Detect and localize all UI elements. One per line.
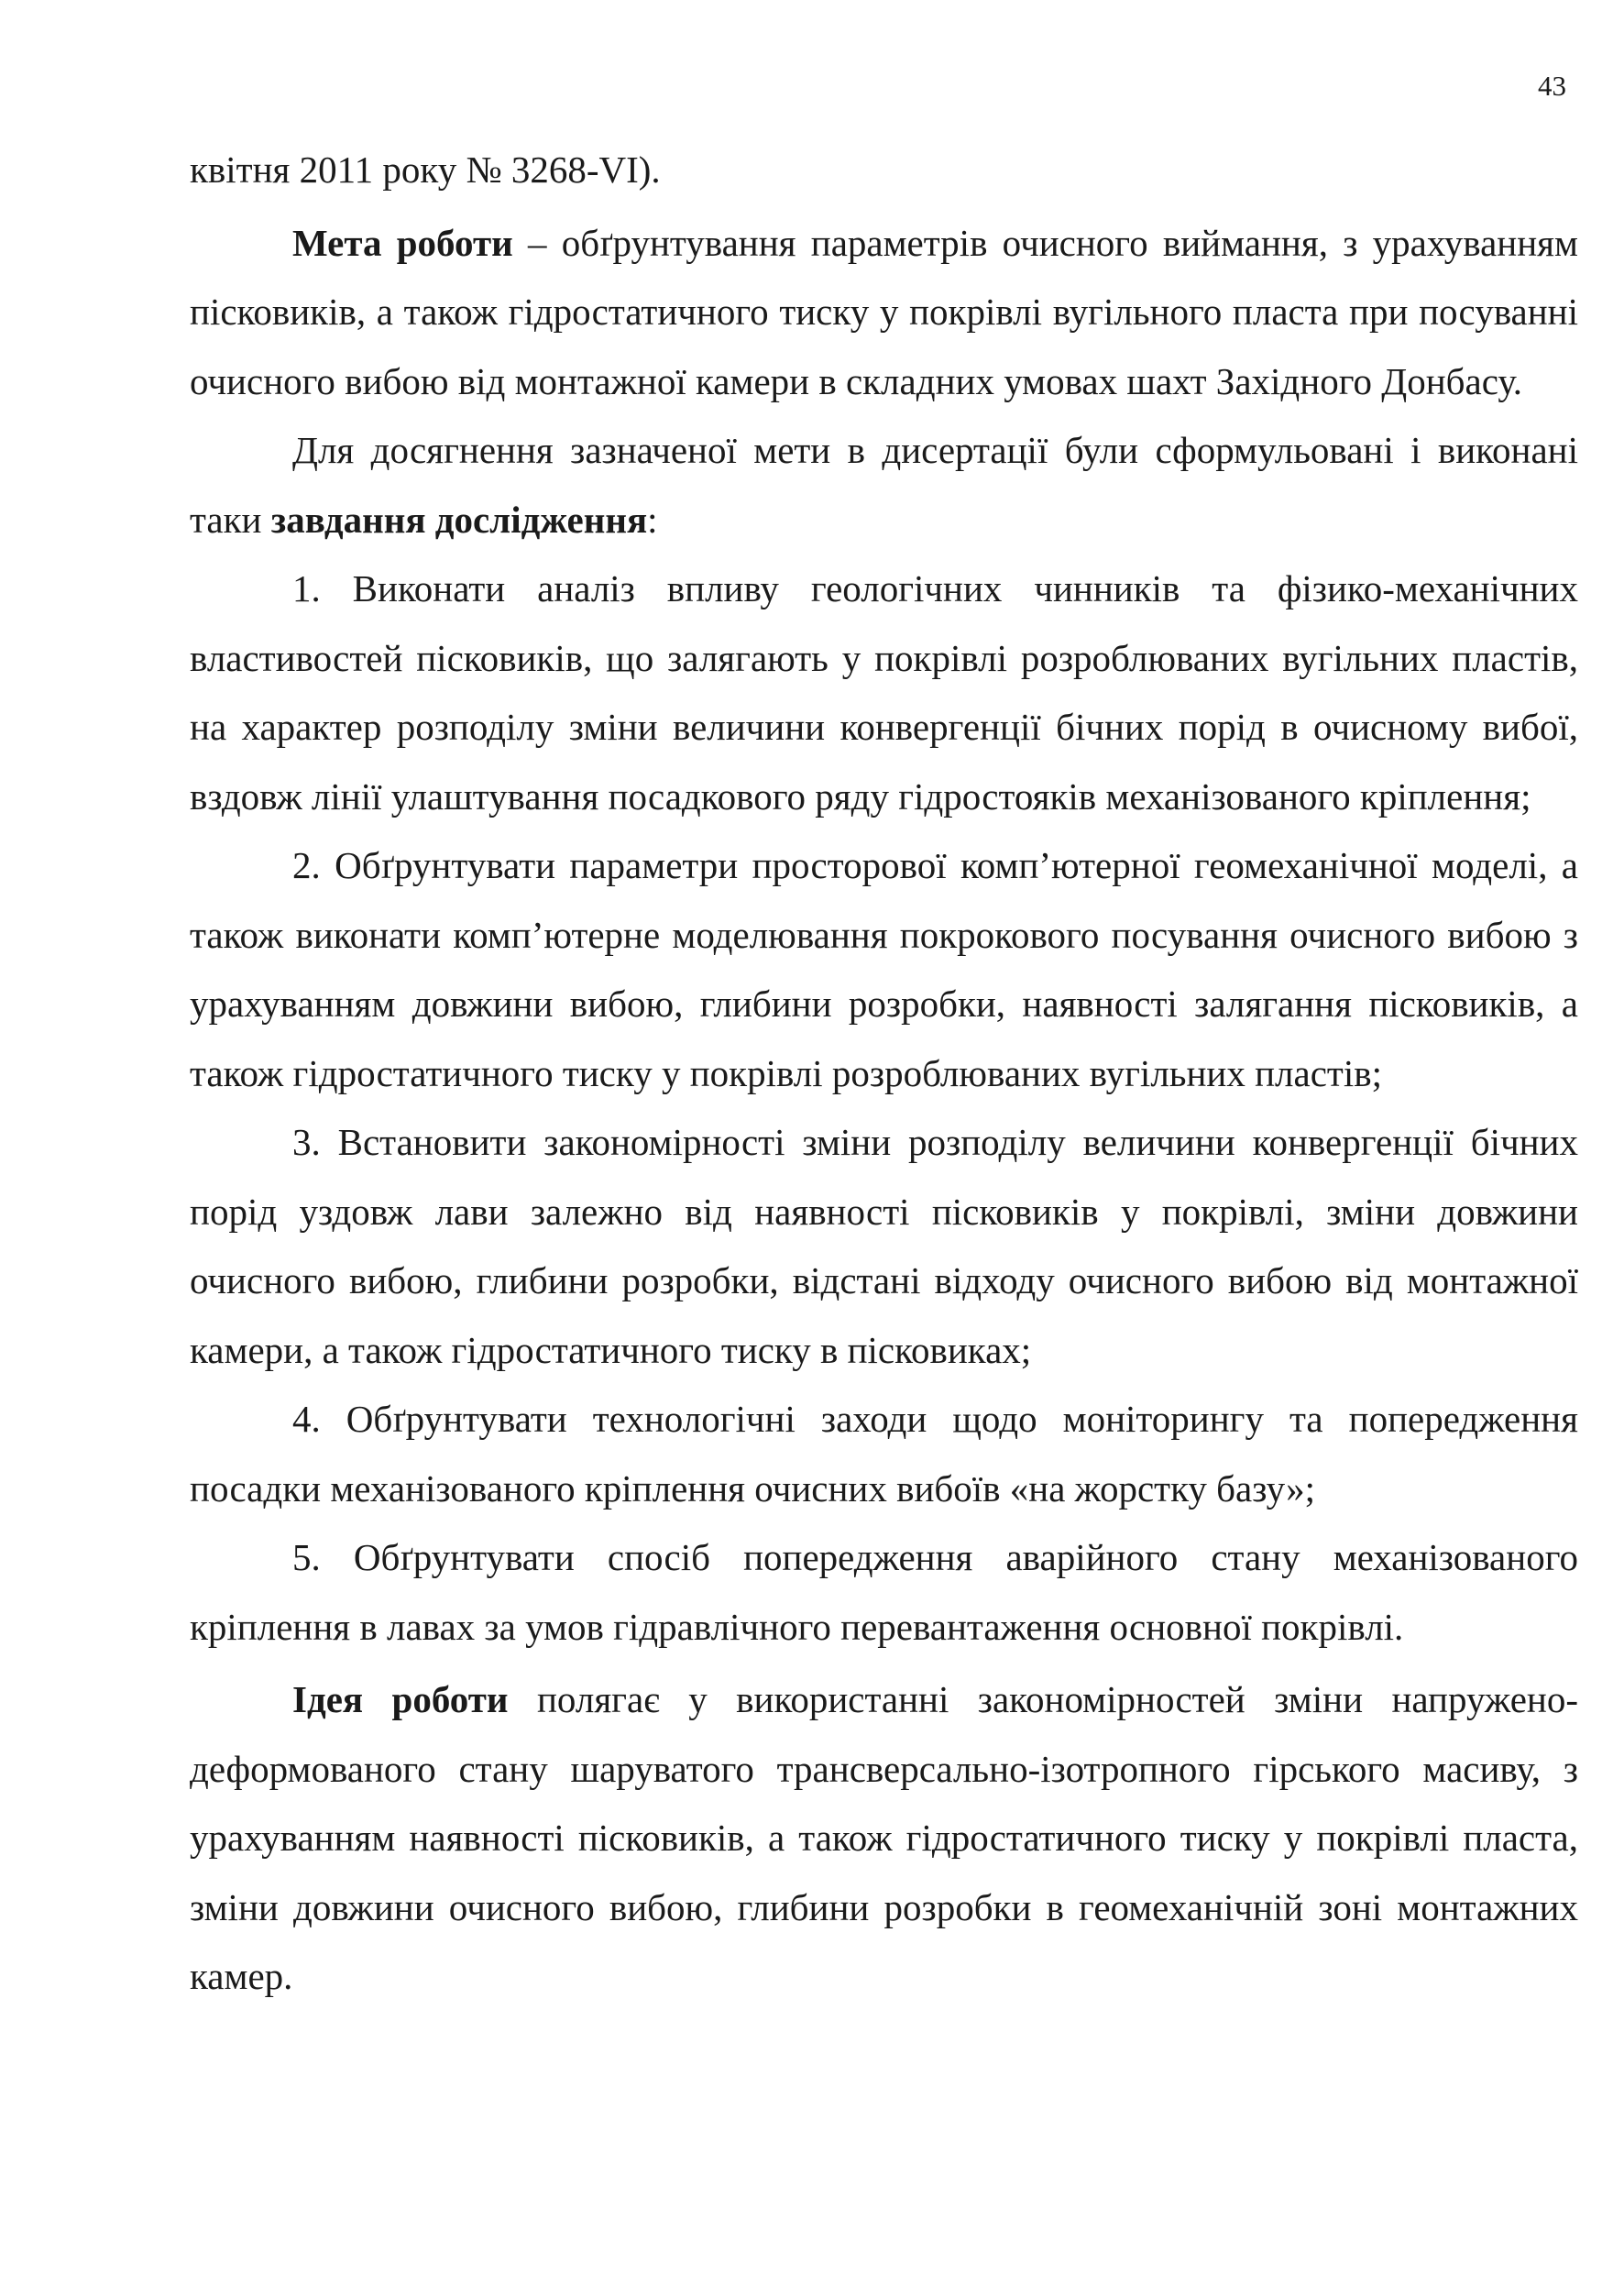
paragraph-work-idea xyxy=(190,1665,1578,2012)
research-goal-text: – обґрунтування параметрів очисного виймання, з урахуванням пісковиків, а також гідростатичного тиску у покрівлі вугільного пласта при посуванні очисного вибою від монтажної камери в складних умовах шахт Західного Донбасу. xyxy=(190,221,1578,402)
paragraph-research-goal xyxy=(190,209,1578,417)
paragraph-law-reference: квітня 2011 року № 3268-VI). xyxy=(190,148,661,191)
task-item-4: 4. Обґрунтувати технологічні заходи щодо моніторингу та попередження посадки механізованого кріплення очисних вибоїв «на жорстку базу»; xyxy=(190,1398,1578,1510)
page-number: 43 xyxy=(1538,70,1566,102)
task-item-1: 1. Виконати аналіз впливу геологічних чинників та фізико-механічних властивостей пісковиків, що залягають у покрівлі розроблюваних вугільних пластів, на характер розподілу зміни величини конвергенції бічних порід в очисному вибої, вздовж лінії улаштування посадкового ряду гідростояків механізованого кріплення; xyxy=(190,567,1578,818)
task-item-5: 5. Обґрунтувати спосіб попередження аварійного стану механізованого кріплення в лавах за умов гідравлічного перевантаження основної покрівлі. xyxy=(190,1536,1578,1648)
paragraph-tasks-intro xyxy=(190,416,1578,555)
work-idea-heading: Ідея роботи xyxy=(292,1678,509,1720)
task-item-3: 3. Встановити закономірності зміни розподілу величини конвергенції бічних порід уздовж лави залежно від наявності пісковиків у покрівлі, зміни довжини очисного вибою, глибини розробки, відстані відходу очисного вибою від монтажної камери, а також гідростатичного тиску в пісковиках; xyxy=(190,1121,1578,1371)
task-item-2: 2. Обґрунтувати параметри просторової комп’ютерної геомеханічної моделі, а також виконати комп’ютерне моделювання покрокового посування очисного вибою з урахуванням довжини вибою, глибини розробки, наявності залягання пісковиків, а також гідростатичного тиску у покрівлі розроблюваних вугільних пластів; xyxy=(190,844,1578,1094)
tasks-intro-colon: : xyxy=(647,498,658,541)
document-body xyxy=(190,136,1578,2012)
tasks-heading: завдання дослідження xyxy=(270,498,648,541)
tasks-intro-text: Для досягнення зазначеної мети в дисертації були сформульовані і виконані таки xyxy=(190,429,1578,541)
research-goal-heading: Мета роботи xyxy=(292,221,513,264)
work-idea-text: полягає у використанні закономірностей зміни напружено-деформованого стану шаруватого трансверсально-ізотропного гірського масиву, з урахуванням наявності пісковиків, а також гідростатичного тиску у покрівлі пласта, зміни довжини очисного вибою, глибини розробки в геомеханічній зоні монтажних камер. xyxy=(190,1678,1578,1997)
